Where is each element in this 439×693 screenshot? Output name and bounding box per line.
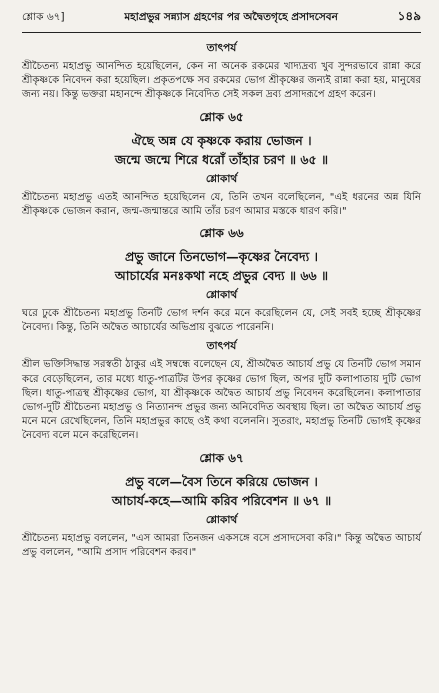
purport-heading-1: তাৎপর্য (206, 42, 237, 54)
purport-paragraph-66: শ্রীল ভক্তিসিদ্ধান্ত সরস্বতী ঠাকুর এই সম্বন্ধে বলেছেন যে, শ্রীঅদ্বৈত আচার্য প্রভু যে তিনটি ভোগ সমান করে বেড়েছিলেন, তার মধ্যে ধাতু-পাত্রটির উপর কৃষ্ণের ভোগ ছিল, অপর দুটি কলাপাতায় দুটি ভোগ ছিল। ধাতু-পাত্রস্থ শ্রীকৃষ্ণের ভোগ, যা শ্রীকৃষ্ণকে অদ্বৈত আচার্য প্রভু নিবেদন করেছিলেন। কলাপাতার ভোগ-দুটি শ্রীচৈতন্য মহাপ্রভু ও নিত্যানন্দ প্রভুর জন্য অনিবেদিত অবস্থায় ছিল। তা অদ্বৈত আচার্য প্রভু মনে মনে রেখেছিলেন, তিনি মহাপ্রভুর কাছে ওই কথা বলেননি। সুতরাং, মহাপ্রভু তিনটি ভোগই কৃষ্ণের নৈবেদ্য বলে মনে করেছিলেন। (22, 359, 421, 442)
verse-line: প্রভু জানে তিনভোগ—কৃষ্ণের নৈবেদ্য । (124, 249, 319, 265)
verse-67 (22, 472, 421, 510)
verse-label-65: শ্লোক ৬৫ (199, 109, 244, 124)
header-verse-ref: শ্লোক ৬৭] (22, 11, 65, 23)
translation-heading-65: শ্লোকার্থ (205, 172, 238, 185)
page-number: ১৪৯ (397, 9, 421, 23)
verse-line: ঐছে অন্ন যে কৃষ্ণকে করায় ভোজন । (131, 132, 312, 148)
verse-label-66: শ্লোক ৬৬ (199, 226, 244, 241)
translation-paragraph-65: শ্রীচৈতন্য মহাপ্রভু এতই আনন্দিত হয়েছিলেন যে, তিনি তখন বলেছিলেন, "এই ধরনের অন্ন যিনি শ্রীকৃষ্ণকে ভোজন করান, জন্ম-জন্মান্তরে আমি তাঁর চরণ আমার মস্তকে ধারণ করি।" (22, 191, 421, 217)
translation-paragraph-67: শ্রীচৈতন্য মহাপ্রভু বললেন, "এস আমরা তিনজন একসঙ্গে বসে প্রসাদসেবা করি।" কিন্তু অদ্বৈত আচার্য প্রভু বললেন, "আমি প্রসাদ পরিবেশন করব।" (22, 532, 421, 558)
verse-label-67: শ্লোক ৬৭ (199, 450, 244, 465)
verse-65 (22, 131, 421, 169)
header-chapter-title: মহাপ্রভুর সন্ন্যাস গ্রহণের পর অদ্বৈতগৃহে প্রসাদসেবন (124, 11, 338, 23)
verse-line: জন্মে জন্মে শিরে ধরোঁ তাঁহার চরণ ॥ ৬৫ ॥ (114, 151, 329, 167)
purport-paragraph-1: শ্রীচৈতন্য মহাপ্রভু আনন্দিত হয়েছিলেন, কেন না অনেক রকমের খাদ্যদ্রব্য খুব সুন্দরভাবে রান্না করে শ্রীকৃষ্ণকে নিবেদন করা হয়েছিল। প্রকৃতপক্ষে সব রকমের ভোগ শ্রীকৃষ্ণের জন্যই রান্না করা হয়, মানুষের জন্য নয়। কিন্তু ভক্তরা মহানন্দে শ্রীকৃষ্ণকে নিবেদিত সেই সকল দ্রব্য প্রসাদরূপে গ্রহণ করেন। (22, 61, 421, 101)
translation-heading-66: শ্লোকার্থ (205, 289, 238, 302)
running-header (22, 8, 421, 33)
purport-heading-66: তাৎপর্য (206, 340, 237, 353)
verse-line: আচার্যের মনঃকথা নহে প্রভুর বেদ্য ॥ ৬৬ ॥ (114, 268, 329, 284)
verse-line: প্রভু বলে—বৈস তিনে করিয়ে ভোজন । (125, 473, 318, 489)
verse-line: আচার্য-কহে—আমি করিব পরিবেশন ॥ ৬৭ ॥ (111, 492, 332, 508)
verse-66 (22, 247, 421, 285)
translation-paragraph-66: ঘরে ঢুকে শ্রীচৈতন্য মহাপ্রভু তিনটি ভোগ দর্শন করে মনে করেছিলেন যে, সেই সবই হচ্ছে শ্রীকৃষ্ণের নৈবেদ্য। কিন্তু, তিনি অদ্বৈত আচার্যের অভিপ্রায় বুঝতে পারেননি। (22, 308, 421, 334)
translation-heading-67: শ্লোকার্থ (205, 513, 238, 526)
